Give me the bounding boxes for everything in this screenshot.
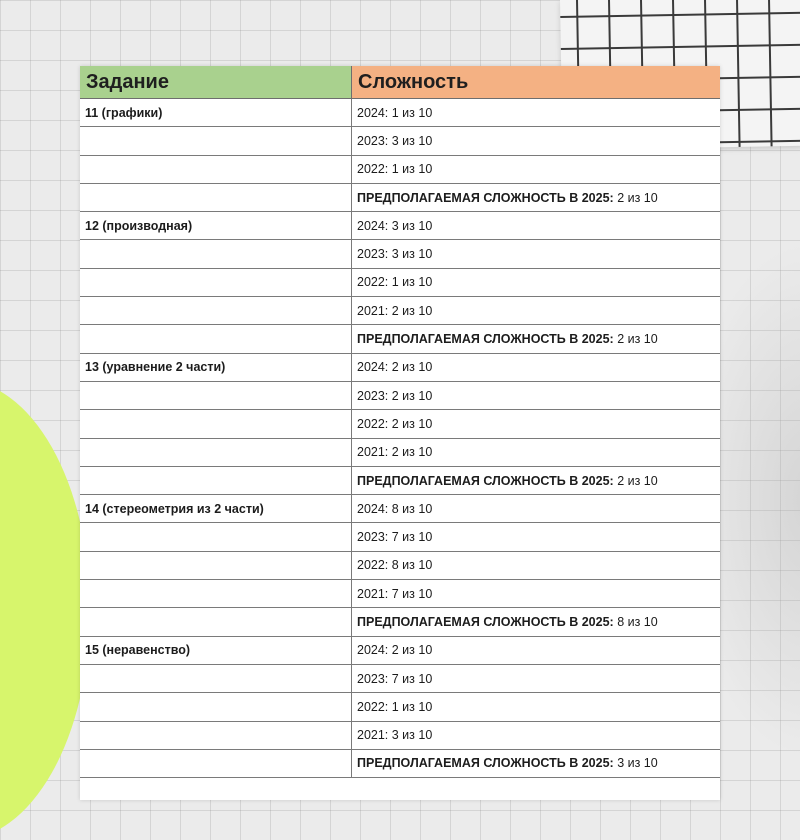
table-row bbox=[80, 693, 720, 721]
task-cell-empty bbox=[80, 693, 352, 720]
year-difficulty: 2024: 8 из 10 bbox=[357, 501, 433, 516]
year-difficulty: 2023: 2 из 10 bbox=[357, 388, 433, 403]
table-body bbox=[80, 99, 720, 778]
predicted-difficulty bbox=[352, 184, 720, 211]
task-cell-empty bbox=[80, 240, 352, 267]
predicted-label: ПРЕДПОЛАГАЕМАЯ СЛОЖНОСТЬ В 2025: bbox=[357, 190, 614, 205]
year-difficulty: 2024: 1 из 10 bbox=[357, 105, 433, 120]
predicted-value: 8 из 10 bbox=[617, 614, 658, 629]
predicted-row bbox=[80, 608, 720, 636]
predicted-row bbox=[80, 467, 720, 495]
table-row bbox=[80, 382, 720, 410]
table-row bbox=[80, 665, 720, 693]
task-cell-empty bbox=[80, 467, 352, 494]
table-row bbox=[80, 354, 720, 382]
task-cell-empty bbox=[80, 552, 352, 579]
predicted-label: ПРЕДПОЛАГАЕМАЯ СЛОЖНОСТЬ В 2025: bbox=[357, 756, 614, 771]
year-difficulty: 2021: 7 из 10 bbox=[357, 586, 433, 601]
table-row bbox=[80, 99, 720, 127]
table-row bbox=[80, 156, 720, 184]
table-row bbox=[80, 127, 720, 155]
predicted-label: ПРЕДПОЛАГАЕМАЯ СЛОЖНОСТЬ В 2025: bbox=[357, 332, 614, 347]
year-difficulty: 2024: 2 из 10 bbox=[357, 360, 433, 375]
task-cell-empty bbox=[80, 269, 352, 296]
task-name: 12 (производная) bbox=[80, 212, 352, 239]
predicted-difficulty bbox=[352, 325, 720, 352]
year-difficulty: 2022: 2 из 10 bbox=[357, 416, 433, 431]
task-cell-empty bbox=[80, 608, 352, 635]
table-row bbox=[80, 523, 720, 551]
year-difficulty: 2022: 1 из 10 bbox=[357, 699, 433, 714]
difficulty-table bbox=[80, 66, 720, 800]
year-difficulty: 2021: 2 из 10 bbox=[357, 445, 433, 460]
table-row bbox=[80, 212, 720, 240]
predicted-value: 2 из 10 bbox=[617, 190, 658, 205]
task-cell-empty bbox=[80, 750, 352, 777]
table-row bbox=[80, 410, 720, 438]
table-row bbox=[80, 722, 720, 750]
task-column-header: Задание bbox=[80, 66, 352, 98]
year-difficulty: 2024: 3 из 10 bbox=[357, 218, 433, 233]
table-row bbox=[80, 269, 720, 297]
task-name: 13 (уравнение 2 части) bbox=[80, 354, 352, 381]
difficulty-column-header: Сложность bbox=[352, 66, 720, 98]
predicted-row bbox=[80, 184, 720, 212]
task-name: 11 (графики) bbox=[80, 99, 352, 126]
predicted-difficulty bbox=[352, 467, 720, 494]
table-row bbox=[80, 495, 720, 523]
task-cell-empty bbox=[80, 127, 352, 154]
task-cell-empty bbox=[80, 722, 352, 749]
year-difficulty: 2021: 2 из 10 bbox=[357, 303, 433, 318]
task-name: 14 (стереометрия из 2 части) bbox=[80, 495, 352, 522]
predicted-value: 2 из 10 bbox=[617, 332, 658, 347]
table-row bbox=[80, 552, 720, 580]
task-cell-empty bbox=[80, 382, 352, 409]
task-cell-empty bbox=[80, 580, 352, 607]
year-difficulty: 2022: 8 из 10 bbox=[357, 558, 433, 573]
task-cell-empty bbox=[80, 156, 352, 183]
table-header bbox=[80, 66, 720, 99]
predicted-row bbox=[80, 750, 720, 778]
year-difficulty: 2024: 2 из 10 bbox=[357, 643, 433, 658]
task-cell-empty bbox=[80, 184, 352, 211]
year-difficulty: 2023: 3 из 10 bbox=[357, 133, 433, 148]
table-row bbox=[80, 637, 720, 665]
predicted-label: ПРЕДПОЛАГАЕМАЯ СЛОЖНОСТЬ В 2025: bbox=[357, 614, 614, 629]
predicted-row bbox=[80, 325, 720, 353]
table-row bbox=[80, 439, 720, 467]
table-row bbox=[80, 240, 720, 268]
task-cell-empty bbox=[80, 439, 352, 466]
year-difficulty: 2021: 3 из 10 bbox=[357, 728, 433, 743]
task-cell-empty bbox=[80, 665, 352, 692]
table-row bbox=[80, 297, 720, 325]
task-cell-empty bbox=[80, 410, 352, 437]
year-difficulty: 2022: 1 из 10 bbox=[357, 162, 433, 177]
year-difficulty: 2023: 7 из 10 bbox=[357, 530, 433, 545]
predicted-difficulty bbox=[352, 750, 720, 777]
predicted-label: ПРЕДПОЛАГАЕМАЯ СЛОЖНОСТЬ В 2025: bbox=[357, 473, 614, 488]
table-row bbox=[80, 580, 720, 608]
predicted-value: 2 из 10 bbox=[617, 473, 658, 488]
task-cell-empty bbox=[80, 325, 352, 352]
task-name: 15 (неравенство) bbox=[80, 637, 352, 664]
task-cell-empty bbox=[80, 297, 352, 324]
lime-decoration bbox=[0, 380, 90, 840]
predicted-value: 3 из 10 bbox=[617, 756, 658, 771]
year-difficulty: 2023: 7 из 10 bbox=[357, 671, 433, 686]
task-cell-empty bbox=[80, 523, 352, 550]
year-difficulty: 2023: 3 из 10 bbox=[357, 247, 433, 262]
predicted-difficulty bbox=[352, 608, 720, 635]
year-difficulty: 2022: 1 из 10 bbox=[357, 275, 433, 290]
